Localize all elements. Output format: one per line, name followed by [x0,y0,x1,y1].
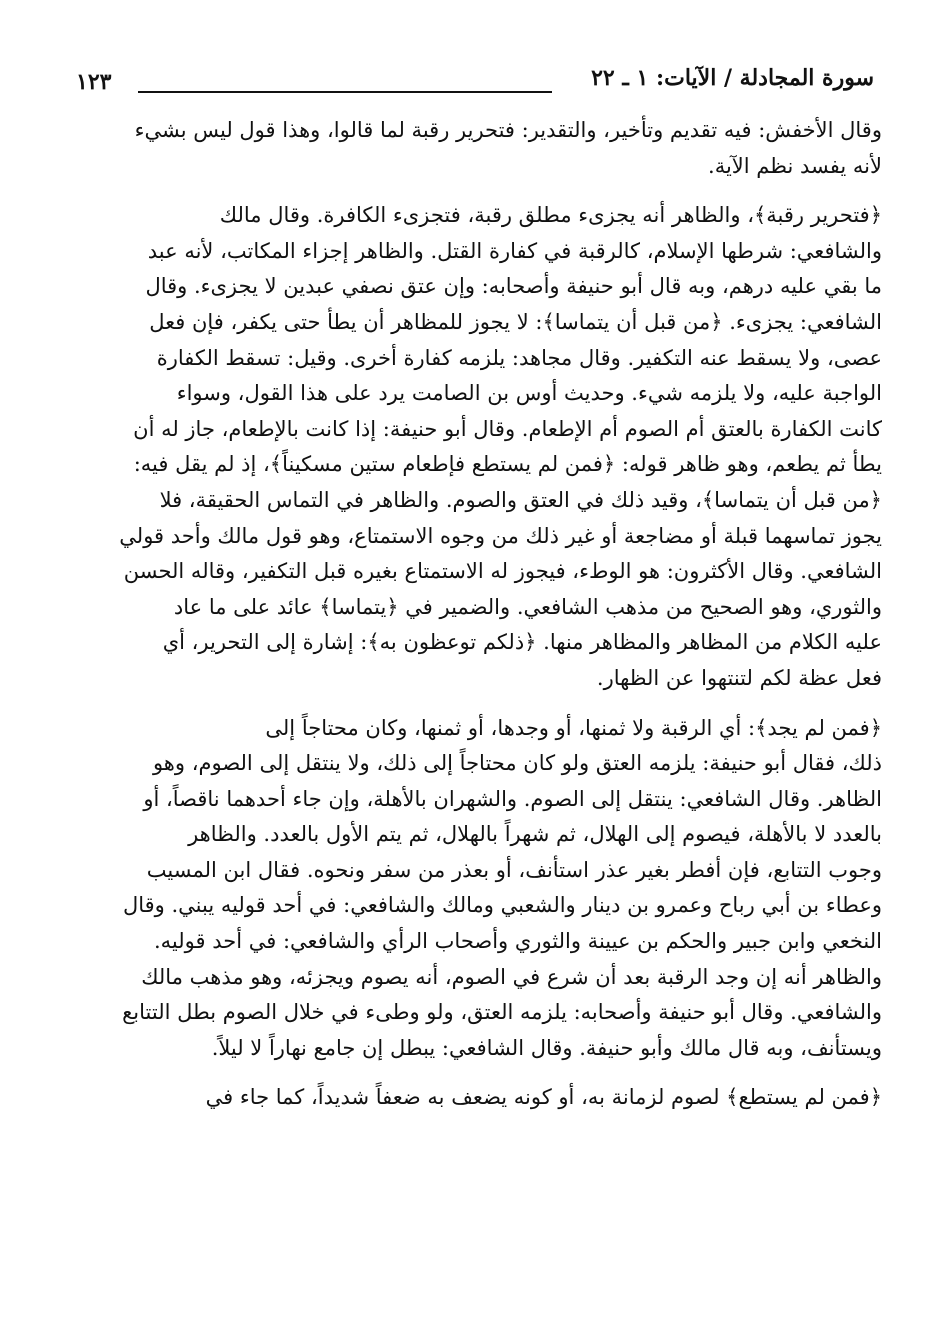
text-line: فعل عظة لكم لتنتهوا عن الظهار. [596,665,882,690]
paragraph [70,113,882,184]
text-line: والثوري، وهو الصحيح من مذهب الشافعي. والضمير في ﴿يتماسا﴾ عائد على ما عاد [173,594,882,619]
text-line: وقال الأخفش: فيه تقديم وتأخير، والتقدير: فتحرير رقبة لما قالوا، وهذا قول ليس بشيء [134,118,882,142]
paragraph [70,711,882,1067]
text-line: وجوب التتابع، فإن أفطر بغير عذر استأنف، أو بعذر من سفر ونحوه. فقال ابن المسيب [146,857,882,882]
page-number: ١٢٣ [76,69,112,95]
header-title: سورة المجادلة / الآيات: ١ ـ ٢٢ [591,65,874,91]
text-line: ذلك، فقال أبو حنيفة: يلزمه العتق ولو كان محتاجاً إلى ذلك، ولا ينتقل إلى الصوم، وهو [152,751,882,776]
text-line: يطأ ثم يطعم، وهو ظاهر قوله: ﴿فمن لم يستطع فإطعام ستين مسكيناً﴾، إذ لم يقل فيه: [133,452,882,477]
text-line: الشافعي: يجزىء. ﴿من قبل أن يتماسا﴾: لا يجوز للمظاهر أن يطأ حتى يكفر، فإن فعل [149,309,882,334]
text-line: الظاهر. وقال الشافعي: ينتقل إلى الصوم. والشهران بالأهلة، وإن جاء أحدهما ناقصاً، أو [143,786,882,811]
text-line: لأنه يفسد نظم الآية. [708,153,882,178]
text-line: والظاهر أنه إن وجد الرقبة بعد أن شرع في الصوم، أنه يصوم ويجزئه، وهو مذهب مالك [141,964,882,989]
text-line: والشافعي: شرطها الإسلام، كالرقبة في كفارة القتل. والظاهر إجزاء المكاتب، لأنه عبد [147,238,882,263]
text-line: يجوز تماسهما قبلة أو مضاجعة أو غير ذلك من وجوه الاستمتاع، وهو قول مالك وأحد قولي [119,523,882,548]
text-line: ﴿من قبل أن يتماسا﴾، وقيد ذلك في العتق والصوم. والظاهر في التماس الحقيقة، فلا [159,487,882,512]
text-line: النخعي وابن جبير والحكم بن عيينة والثوري وأصحاب الرأي والشافعي: في أحد قوليه. [154,929,882,954]
text-line: عصى، ولا يسقط عنه التكفير. وقال مجاهد: يلزمه كفارة أخرى. وقيل: تسقط الكفارة [156,345,882,370]
text-line: الواجبة عليه، ولا يلزمه شيء. وحديث أوس بن الصامت يرد على هذا القول، وسواء [176,381,882,406]
book-page [70,55,882,1116]
text-line: وعطاء بن أبي رباح وعمرو بن دينار والشعبي ومالك والشافعي: في أحد قوليه يبني. وقال [122,893,882,918]
text-line: والشافعي. وقال أبو حنيفة وأصحابه: يلزمه العتق، ولو وطىء في خلال الصوم بطل التتابع [122,1000,882,1025]
paragraph [70,1080,882,1116]
text-line: عليه الكلام من المظاهر والمظاهر منها. ﴿ذلكم توعظون به﴾: إشارة إلى التحرير، أي [162,630,882,655]
text-line: الشافعي. وقال الأكثرون: هو الوطء، فيجوز له الاستمتاع بغيره قبل التكفير، وقاله الحسن [123,559,882,584]
text-line: بالعدد لا بالأهلة، فيصوم إلى الهلال، ثم شهراً بالهلال، ثم يتم الأول بالعدد. والظاهر [188,822,882,847]
header-rule [138,91,552,93]
text-line: ﴿فمن لم يجد﴾: أي الرقبة ولا ثمنها، أو وجدها، أو ثمنها، وكان محتاجاً إلى [265,715,882,740]
text-line: ﴿فمن لم يستطع﴾ لصوم لزمانة به، أو كونه يضعف به ضعفاً شديداً، كما جاء في [205,1085,882,1110]
paragraph [70,198,882,696]
text-line: ﴿فتحرير رقبة﴾، والظاهر أنه يجزىء مطلق رقبة، فتجزىء الكافرة. وقال مالك [219,203,882,228]
text-line: كانت الكفارة بالعتق أم الصوم أم الإطعام. وقال أبو حنيفة: إذا كانت بالإطعام، جاز له أن [133,416,882,441]
text-line: ويستأنف، وبه قال مالك وأبو حنيفة. وقال الشافعي: يبطل إن جامع نهاراً لا ليلاً. [211,1035,882,1060]
text-line: ما بقي عليه درهم، وبه قال أبو حنيفة وأصحابه: وإن عتق نصفي عبدين لا يجزىء. وقال [145,274,882,299]
page-header [70,55,882,99]
body-text [70,113,882,1116]
